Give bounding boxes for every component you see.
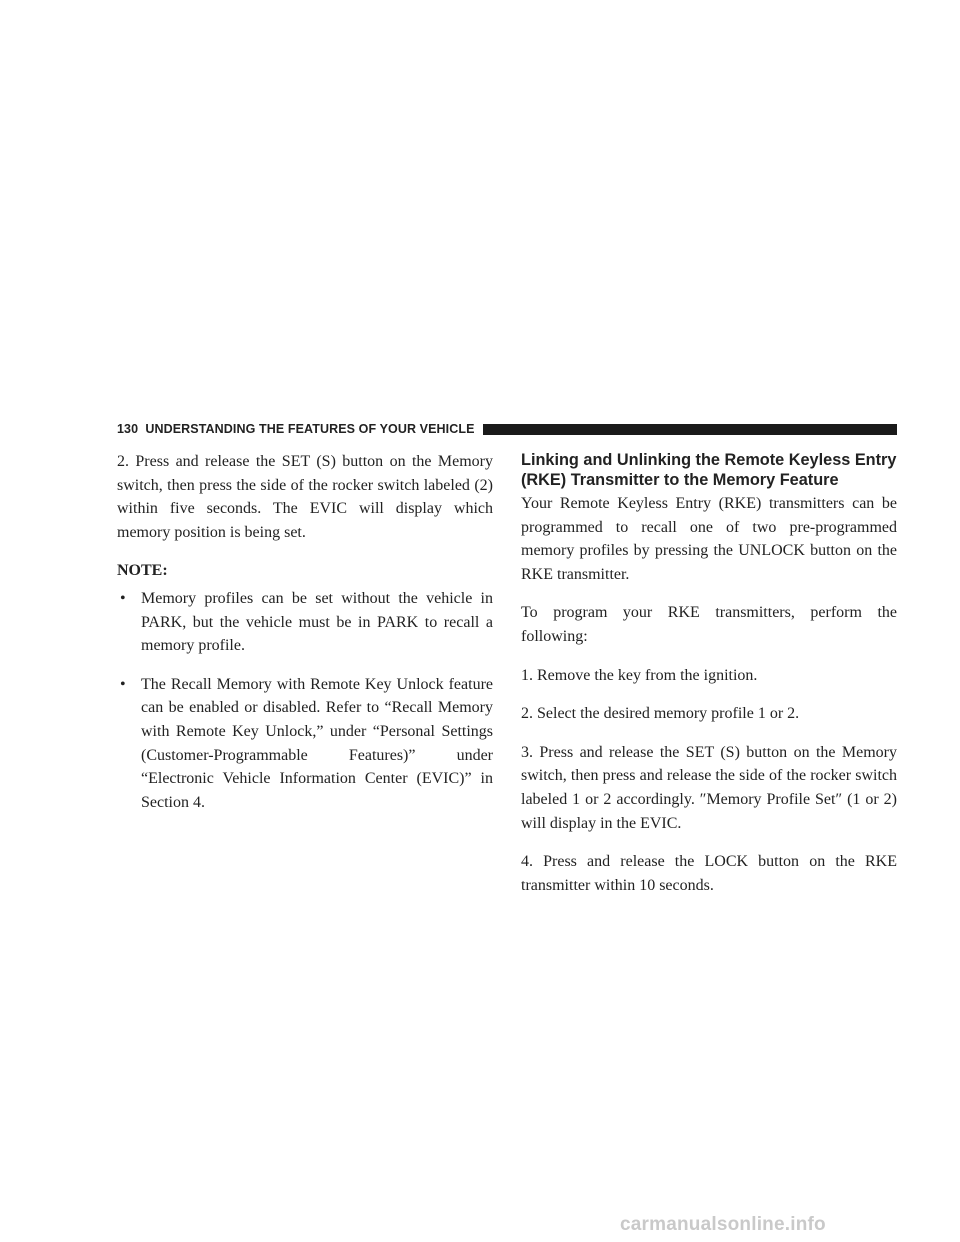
intro-paragraph: Your Remote Keyless Entry (RKE) transmitters can be programmed to recall one of two pre-programmed memory profiles by pressing the UNLOCK button on the RKE transmitter. bbox=[521, 495, 897, 583]
section-title: UNDERSTANDING THE FEATURES OF YOUR VEHICLE bbox=[145, 422, 475, 436]
note-heading: NOTE: bbox=[117, 562, 168, 580]
note-bullet bbox=[117, 673, 493, 815]
page-number: 130 bbox=[117, 422, 139, 436]
step-2-paragraph: 2. Press and release the SET (S) button on the Memory switch, then press the side of the rocker switch labeled (2) within five seconds. The EVIC will display which memory position is being set. bbox=[117, 453, 493, 541]
header-rule-bar bbox=[483, 424, 897, 435]
left-column bbox=[117, 450, 493, 829]
section-heading: Linking and Unlinking the Remote Keyless Entry (RKE) Transmitter to the Memory Feature bbox=[521, 451, 897, 489]
note-bullet-text: The Recall Memory with Remote Key Unlock feature can be enabled or disabled. Refer to “Recall Memory with Remote Key Unlock,” under “Personal Settings (Customer-Programmable Features)” under “Electronic Vehicle Information Center (EVIC)” in Section 4. bbox=[141, 675, 493, 811]
procedure-step: 4. Press and release the LOCK button on the RKE transmitter within 10 seconds. bbox=[521, 853, 897, 894]
page-header-text bbox=[117, 422, 475, 436]
right-column bbox=[521, 450, 897, 912]
procedure-step: 3. Press and release the SET (S) button on the Memory switch, then press and release the side of the rocker switch labeled 1 or 2 accordingly. ″Memory Profile Set″ (1 or 2) will display in the EVIC. bbox=[521, 743, 897, 832]
procedure-step: 2. Select the desired memory profile 1 or 2. bbox=[521, 705, 800, 723]
bullet-icon: • bbox=[120, 589, 126, 607]
page-header bbox=[117, 420, 897, 438]
procedure-step: 1. Remove the key from the ignition. bbox=[521, 666, 758, 684]
bullet-icon: • bbox=[120, 675, 126, 693]
note-bullet bbox=[117, 587, 493, 658]
watermark-text: carmanualsonline.info bbox=[620, 1214, 826, 1235]
program-intro-paragraph: To program your RKE transmitters, perform the following: bbox=[521, 604, 897, 645]
note-bullet-text: Memory profiles can be set without the vehicle in PARK, but the vehicle must be in PARK to recall a memory profile. bbox=[141, 589, 493, 655]
